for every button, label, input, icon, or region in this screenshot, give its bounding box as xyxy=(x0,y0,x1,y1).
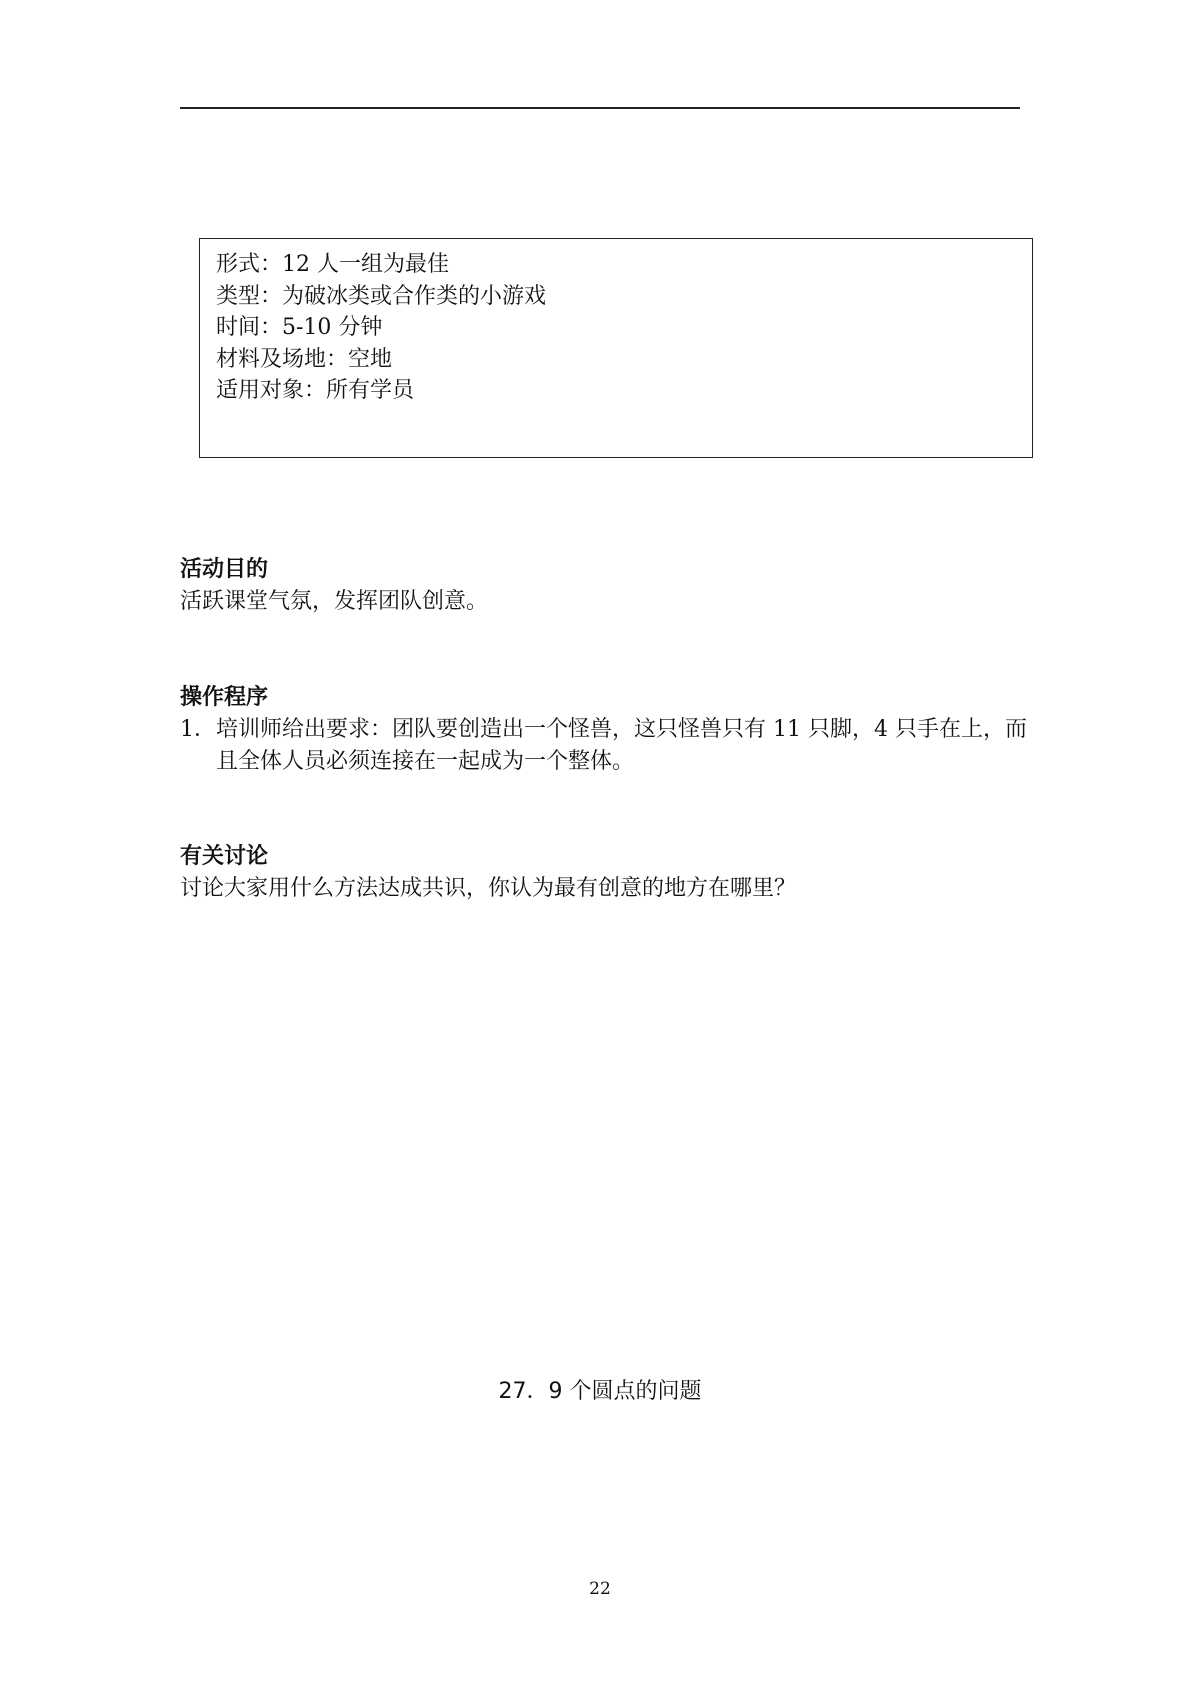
info-materials: 材料及场地：空地 xyxy=(216,346,393,372)
step-text: 培训师给出要求：团队要创造出一个怪兽，这只怪兽只有 11 只脚，4 只手在上，而且全体人员必须连接在一起成为一个整体。 xyxy=(216,717,1027,774)
info-audience: 适用对象：所有学员 xyxy=(216,378,415,403)
info-format: 形式：12 人一组为最佳 xyxy=(216,252,449,277)
info-type: 类型：为破冰类或合作类的小游戏 xyxy=(216,283,547,309)
next-chapter-title: 27．9 个圆点的问题 xyxy=(498,1379,702,1404)
procedure-step xyxy=(180,714,1030,778)
discussion-section xyxy=(180,841,1030,905)
purpose-body: 活跃课堂气氛，发挥团队创意。 xyxy=(180,589,489,614)
procedure-heading: 操作程序 xyxy=(180,685,269,710)
purpose-section xyxy=(180,554,1030,618)
procedure-section xyxy=(180,682,1030,778)
info-duration: 时间：5-10 分钟 xyxy=(216,315,383,340)
header-rule xyxy=(180,107,1020,109)
page-number: 22 xyxy=(589,1579,611,1599)
step-number: 1． xyxy=(180,717,216,742)
discussion-body: 讨论大家用什么方法达成共识，你认为最有创意的地方在哪里？ xyxy=(180,876,797,901)
purpose-heading: 活动目的 xyxy=(180,557,269,582)
discussion-heading: 有关讨论 xyxy=(180,844,269,869)
activity-info-box xyxy=(199,238,1033,458)
